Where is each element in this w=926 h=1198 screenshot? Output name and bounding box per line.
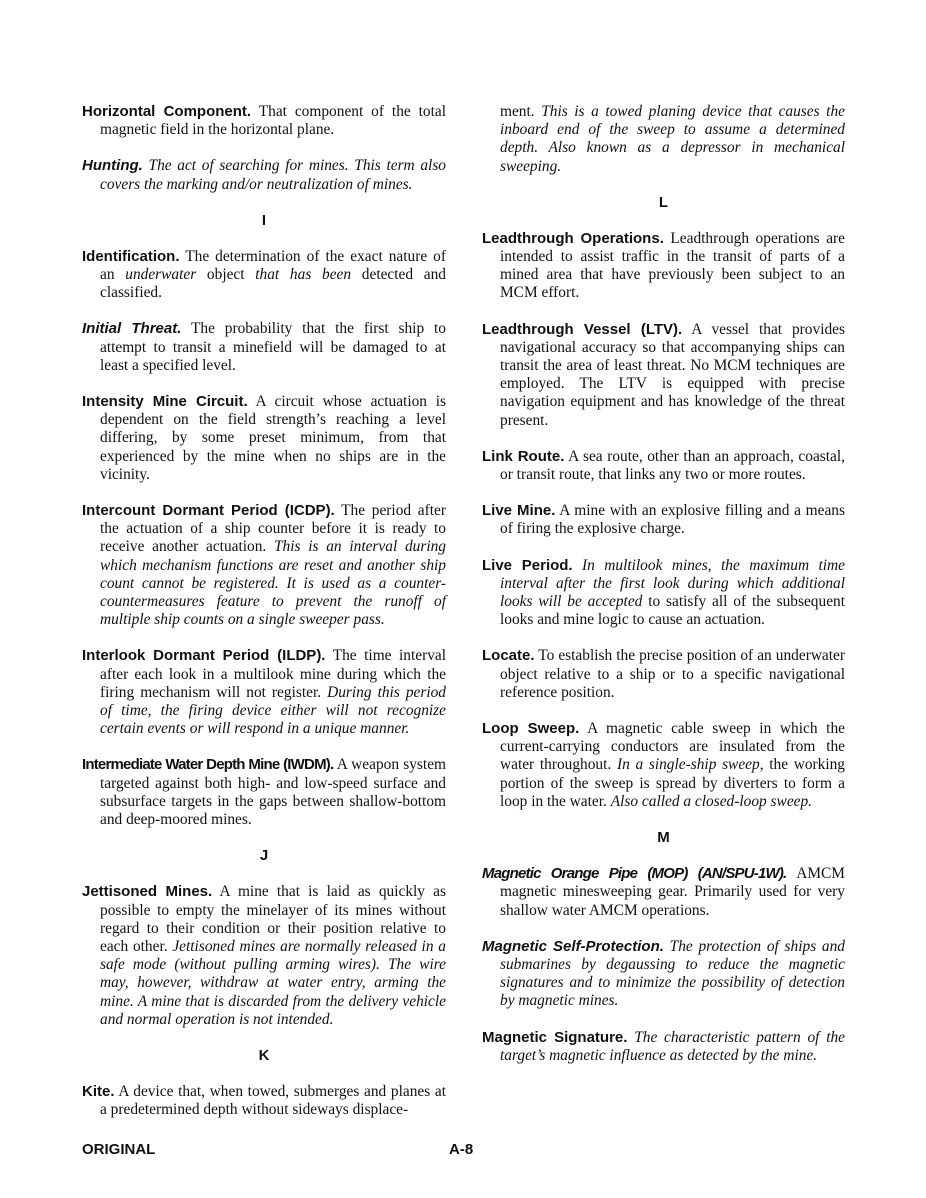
entry-term: Leadthrough Vessel (LTV).: [482, 320, 683, 338]
entry-locate: [482, 647, 845, 702]
entry-term: Live Mine.: [482, 502, 556, 520]
entry-definition: The determination of the exact nature of an: [100, 247, 446, 284]
entry-term: Magnetic Self-Protection.: [482, 937, 664, 955]
entry-live-mine: [482, 502, 845, 538]
entry-definition: ment.: [500, 103, 542, 120]
entry-term: Loop Sweep.: [482, 720, 580, 738]
entry-term: Magnetic Signature.: [482, 1028, 628, 1046]
entry-definition-italic: Also called a closed-loop sweep.: [610, 792, 813, 810]
entry-definition: A magnetic cable sweep in which the current-carrying conductors are insulated from the water throughout.: [500, 720, 845, 774]
entry-definition: object: [196, 266, 256, 284]
footer-original-label: ORIGINAL: [82, 1141, 156, 1158]
entry-identification: [82, 248, 446, 303]
page-number: A-8: [449, 1141, 474, 1158]
entry-term: Initial Threat.: [82, 320, 182, 338]
entry-definition: The probability that the first ship to attempt to transit a minefield will be damaged to at least a specified level.: [100, 320, 446, 374]
entry-definition-italic: This is a towed planing device that causes the inboard end of the sweep to assume a determined depth. Also known as a depressor in mechanical sweeping.: [500, 103, 845, 175]
entry-magnetic-orange-pipe: [482, 865, 845, 920]
entry-jettisoned-mines: [82, 883, 446, 1029]
entry-definition-italic: In multilook mines, the maximum time interval after the first look during which additional looks will be accepted: [500, 556, 845, 611]
entry-term: Jettisoned Mines.: [82, 883, 213, 901]
entry-kite: [82, 1083, 446, 1119]
left-column: [82, 103, 446, 1137]
entry-definition-italic: In a single-ship sweep: [616, 756, 760, 774]
entry-term: Kite.: [82, 1082, 115, 1100]
entry-term: Intercount Dormant Period (ICDP).: [82, 502, 335, 520]
entry-leadthrough-operations: [482, 230, 845, 303]
entry-hunting: [82, 157, 446, 193]
entry-term: Live Period.: [482, 556, 573, 574]
entry-term: Hunting.: [82, 157, 143, 175]
entry-definition: to satisfy all of the subsequent looks and mine logic to cause an actuation.: [500, 593, 845, 629]
entry-term: Interlook Dormant Period (ILDP).: [82, 647, 326, 665]
entry-definition-italic: that has been: [255, 266, 352, 284]
entry-term: Horizontal Component.: [82, 103, 252, 120]
entry-term: Intermediate Water Depth Mine (IWDM).: [82, 756, 334, 774]
entry-definition-italic: This is an interval during which mechanism functions are reset and another ship count cannot be registered. It is used as a counter-countermeasures feature to prevent the runoff of multiple ship counts on a single sweeper pass.: [100, 538, 446, 629]
entry-link-route: [482, 448, 845, 484]
entry-intensity-mine-circuit: [82, 393, 446, 484]
section-heading-l: L: [658, 193, 669, 211]
right-column: [482, 103, 845, 1083]
entry-live-period: [482, 557, 845, 630]
entry-horizontal-component: [82, 103, 446, 139]
entry-magnetic-signature: [482, 1029, 845, 1065]
entry-definition: That component of the total magnetic field in the horizontal plane.: [100, 103, 446, 139]
entry-definition: A mine that is laid as quickly as possible to empty the minelayer of its mines without regard to their condition or their position relative to each other.: [100, 883, 446, 955]
entry-term: Intensity Mine Circuit.: [82, 393, 248, 411]
entry-definition: The time interval after each look in a multilook mine during which the firing mechanism will not register.: [100, 647, 446, 701]
entry-definition: The act of searching for mines. This term also covers the marking and/or neutralization of mines.: [100, 157, 446, 193]
entry-definition: The period after the actuation of a ship counter before it is ready to receive another actuation.: [100, 502, 446, 556]
entry-term: Link Route.: [482, 447, 565, 465]
entry-intermediate-water-depth-mine: [82, 756, 446, 829]
entry-term: Identification.: [82, 247, 180, 265]
entry-definition: To establish the precise position of an underwater object relative to a ship or to a specific navigational reference position.: [500, 647, 845, 701]
entry-definition: A weapon system targeted against both high- and low-speed surface and subsurface targets in the gaps between shallow-bottom and deep-moored mines.: [100, 756, 446, 829]
section-heading-k: K: [258, 1046, 270, 1064]
entry-definition: AMCM magnetic minesweeping gear. Primarily used for very shallow water AMCM operations.: [500, 865, 845, 919]
entry-definition-italic: underwater: [125, 266, 197, 284]
entry-definition-italic: The characteristic pattern of the target’s magnetic influence as detected by the mine.: [500, 1028, 845, 1064]
entry-loop-sweep: [482, 720, 845, 811]
entry-intercount-dormant-period: [82, 502, 446, 629]
entry-term: Locate.: [482, 647, 535, 665]
entry-definition: Leadthrough operations are intended to assist traffic in the transit of parts of a mined area that have previously been subject to an MCM effort.: [500, 229, 845, 302]
entry-magnetic-self-protection: [482, 938, 845, 1011]
entry-interlook-dormant-period: [82, 647, 446, 738]
entry-leadthrough-vessel: [482, 321, 845, 430]
entry-definition-italic: During this period of time, the firing device either will not recognize certain events or will respond in a unique manner.: [100, 683, 446, 738]
entry-definition-italic: The protection of ships and submarines by degaussing to reduce the magnetic signatures and to minimize the possibility of detection by magnetic mines.: [500, 937, 845, 1010]
entry-definition: A vessel that provides navigational accuracy so that accompanying ships can transit the area of least threat. No MCM techniques are employed. The LTV is equipped with precise navigation equipment and has knowledge of the threat present.: [500, 320, 845, 429]
entry-definition-italic: Jettisoned mines are normally released in a safe mode (without pulling arming wires). The wire may, however, withdraw at water entry, arming the mine. A mine that is discarded from the delivery vehicle and normal operation is not intended.: [100, 937, 446, 1028]
entry-term: Magnetic Orange Pipe (MOP) (AN/SPU-1W).: [482, 865, 787, 883]
entry-kite-continued: [482, 103, 845, 176]
entry-definition: A sea route, other than an approach, coastal, or transit route, that links any two or more routes.: [500, 447, 846, 484]
entry-definition: detected and classified.: [100, 266, 446, 302]
entry-definition: A device that, when towed, submerges and planes at a predetermined depth without sideways displace-: [100, 1082, 446, 1119]
section-heading-i: I: [261, 211, 267, 229]
entry-term: Leadthrough Operations.: [482, 229, 664, 247]
section-heading-j: J: [259, 847, 269, 865]
entry-definition: A mine with an explosive filling and a means of firing the explosive charge.: [500, 502, 845, 538]
entry-definition: A circuit whose actuation is dependent on the field strength’s reaching a level differing, by some preset minimum, from that experienced by the mine when no ships are in the vicinity.: [100, 393, 446, 483]
section-heading-m: M: [657, 829, 670, 847]
entry-initial-threat: [82, 320, 446, 375]
entry-definition: , the working portion of the sweep is spread by diverters to form a loop in the water.: [500, 756, 846, 810]
